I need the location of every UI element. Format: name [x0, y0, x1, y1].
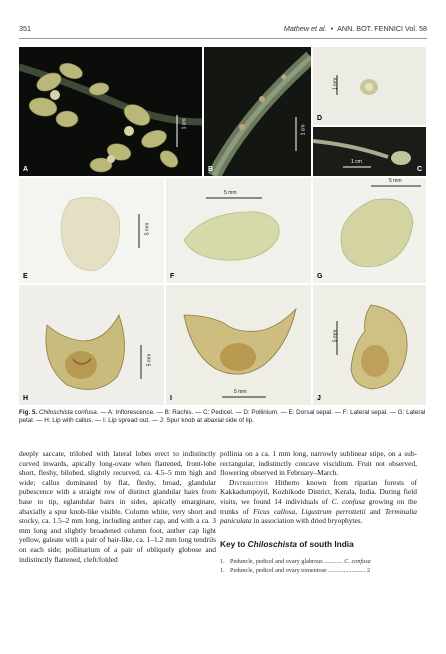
panel-j-scale: 5 mm — [332, 329, 339, 343]
panel-a-label: A — [23, 166, 29, 173]
key-heading — [220, 539, 417, 549]
panel-i-scale: 5 mm — [234, 389, 247, 395]
panel-b-rachis — [204, 47, 311, 176]
header-journal: ANN. BOT. FENNICI Vol. 58 — [337, 24, 427, 33]
key-number: 1. — [220, 557, 225, 565]
distribution-heading: Distribution — [229, 477, 269, 487]
panel-h-lip-with-callus — [19, 285, 164, 405]
panel-f-label: F — [170, 273, 175, 280]
caption-species: Chiloschista confusa — [38, 409, 97, 416]
figure-caption — [19, 409, 427, 425]
panel-f-lateral-sepal — [166, 178, 311, 283]
key-number: 1. — [220, 566, 225, 574]
panel-i-label: I — [170, 395, 172, 402]
panel-e-scale: 5 mm — [144, 222, 151, 236]
panel-d-scale: 1 mm — [332, 77, 339, 91]
distribution-paragraph — [220, 478, 417, 526]
key-couplet — [220, 557, 417, 566]
panel-a-inflorescence — [19, 47, 202, 176]
header-separator: • — [330, 24, 334, 33]
pollinia-paragraph: pollinia on a ca. 1 mm long, narrowly sublinear stipe, on a sub-rectangular, indistinctly concave viscidium. Fruit not observed, flowering observed in February–March. — [220, 449, 417, 478]
key-heading-genus: Chiloschista — [247, 538, 298, 549]
caption-text: . — A: Inflorescence. — B: Rachis. — C: Pedicel. — D: Pollinium. — E: Dorsal sepal. — F: Lateral sepal. — G: Lateral petal. — H: Lip with callus. — I: Lip spread out. — J: Spur knob at abaxial side of lip. — [19, 409, 426, 424]
key-heading-suffix: of south India — [297, 538, 354, 549]
host-species: Ligustrum perrottetii — [301, 506, 366, 516]
body-right-column — [220, 449, 417, 575]
panel-a-scale: 1 cm — [181, 118, 188, 130]
host-species: Ficus callosa — [253, 506, 296, 516]
panel-f-scale: 5 mm — [224, 190, 237, 196]
panel-g-label: G — [317, 273, 323, 280]
panel-d-label: D — [317, 115, 323, 122]
body-left-column — [19, 449, 216, 564]
panel-c-pedicel — [313, 127, 426, 176]
running-title — [284, 24, 427, 33]
panel-g-lateral-petal — [313, 178, 426, 283]
page-number: 351 — [19, 24, 31, 33]
distribution-text: and — [365, 506, 385, 516]
key-heading-prefix: Key to — [220, 538, 248, 549]
panel-c-label: C — [416, 166, 422, 173]
panel-e-dorsal-sepal — [19, 178, 164, 283]
panel-c-scale: 1 cm — [351, 159, 362, 165]
panel-b-scale: 1 cm — [300, 124, 307, 136]
distribution-text: growing on the trunks of — [220, 496, 417, 516]
panel-j-label: J — [317, 395, 321, 402]
panel-d-pollinium — [313, 47, 426, 125]
key-text: Peduncle, pedicel and ovary glabrous ............ — [230, 557, 343, 565]
distribution-text: in association with dried bryophytes. — [251, 516, 363, 526]
figure-number: Fig. 5. — [19, 409, 38, 416]
panel-g-scale: 5 mm — [389, 178, 402, 184]
panel-h-scale: 5 mm — [146, 353, 153, 367]
header-authors: Mathew et al. — [283, 24, 327, 33]
key-couplet — [220, 566, 417, 575]
description-paragraph: deeply saccate, trilobed with lateral lobes erect to indistinctly curved inwards, apically long-ovate when flattened, front-lobe short, fleshy, bilobed, slightly recurved, ca. 4.5–5 mm high and wide; callus dominated by flat, fleshy, broad, glandular pubescence with a straight row of distinct glandular hairs from base to tip, eglandular hairs in sides, apically emarginate, abaxially a spur knob-like visible. Column white, very short and stocky, ca. 1.5–2 mm long, including anther cap, and with a ca. 3 mm long and slightly broadened column foot, anther cap light yellow, galeate with a pair of hair-like, ca. 1–1.2 mm long tendrils on each side; pollinarium of a pair of obliquely globose and indistinctly flattened, cleft/folded — [19, 449, 216, 564]
panel-e-label: E — [23, 273, 28, 280]
distribution-text: , — [295, 506, 302, 516]
key-text: Peduncle, pedicel and ovary tomentose ........................ — [230, 566, 366, 574]
panel-h-label: H — [23, 395, 29, 402]
panel-i-lip-spread-out — [166, 285, 311, 405]
distribution-text: Hitherto known from riparian forests of Kakkadumpoyil, Kozhikode District, Kerala, India. During field visits, we found 14 individuals of — [220, 477, 417, 506]
header-rule — [19, 38, 427, 39]
running-header — [19, 24, 427, 36]
panel-b-label: B — [208, 166, 214, 173]
key-result: C. confusa — [344, 557, 371, 565]
distribution-species: C. confusa — [331, 496, 365, 506]
identification-key — [220, 557, 417, 575]
panel-j-spur-knob — [313, 285, 426, 405]
host-species: Terminalia paniculata — [220, 506, 417, 526]
key-result: 2 — [366, 566, 371, 574]
figure-plate — [19, 47, 426, 405]
